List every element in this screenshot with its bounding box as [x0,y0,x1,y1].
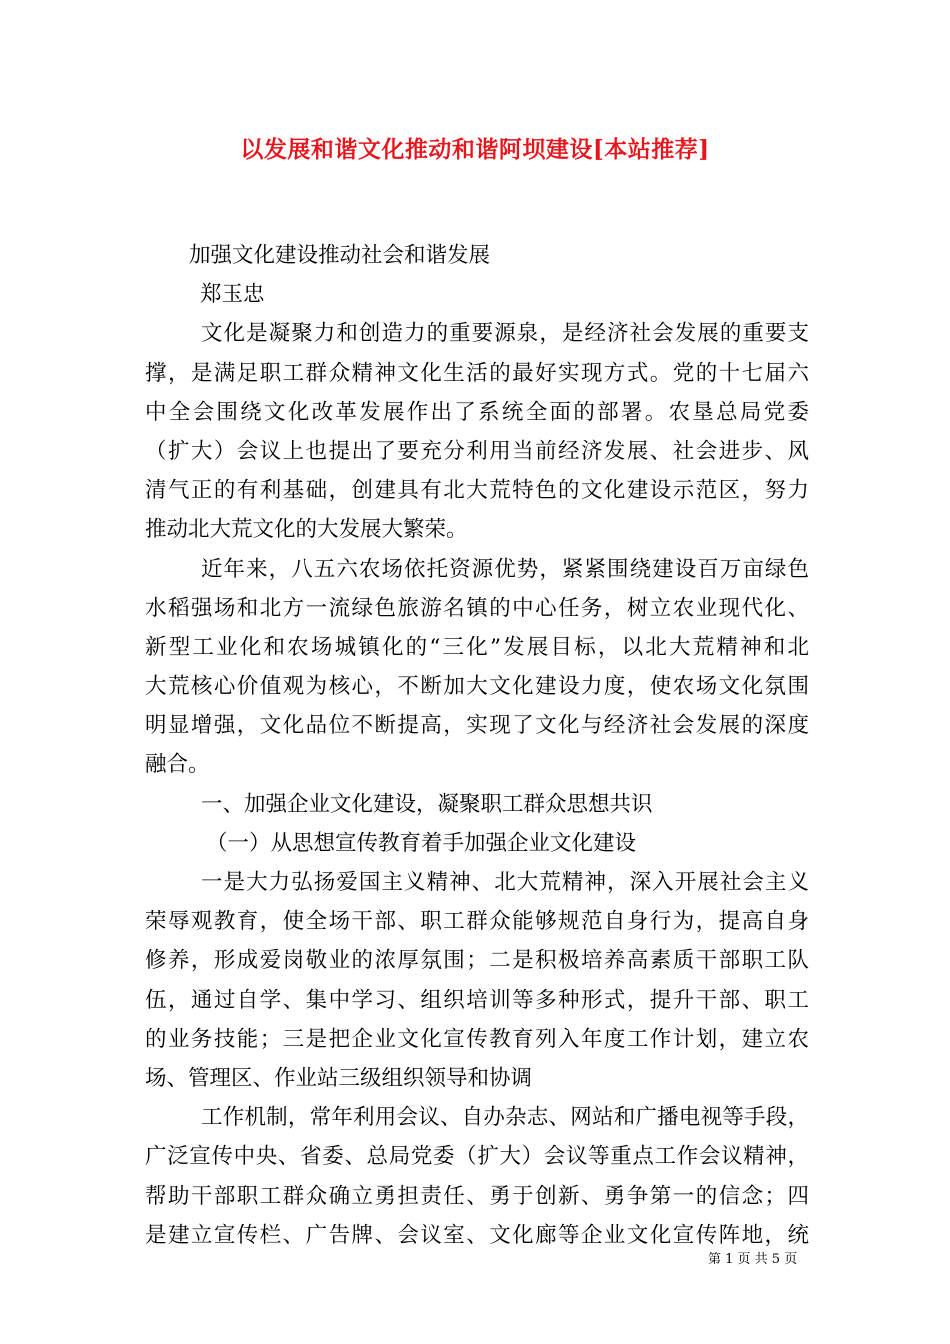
paragraph-line: 一是大力弘扬爱国主义精神、北大荒精神，深入开展社会主义 [201,870,809,895]
subtitle-line: 加强文化建设推动社会和谐发展 [189,243,491,268]
paragraph-line: 融合。 [145,752,210,778]
section-heading: 一、加强企业文化建设，凝聚职工群众思想共识 [201,791,653,817]
paragraph-line: 水稻强场和北方一流绿色旅游名镇的中心任务，树立农业现代化、 [145,595,809,621]
paragraph-line: 伍，通过自学、集中学习、组织培训等多种形式，提升干部、职工 [145,987,809,1013]
paragraph-line: 清气正的有利基础，创建具有北大荒特色的文化建设示范区，努力 [145,478,809,504]
paragraph-line: 大荒核心价值观为核心，不断加大文化建设力度，使农场文化氛围 [145,674,809,700]
paragraph-line: 近年来，八五六农场依托资源优势，紧紧围绕建设百万亩绿色 [201,556,809,582]
subsection-heading: （一）从思想宣传教育着手加强企业文化建设 [206,830,637,856]
paragraph-line: 是建立宣传栏、广告牌、会议室、文化廊等企业文化宣传阵地，统 [145,1222,809,1248]
page-number: 第 1 页 共 5 页 [708,1252,798,1267]
paragraph-line: （扩大）会议上也提出了要充分利用当前经济发展、社会进步、风 [145,438,809,464]
paragraph-line: 修养，形成爱岗敬业的浓厚氛围；二是积极培养高素质干部职工队 [145,948,809,974]
document-body [145,236,809,1255]
paragraph-line: 撑，是满足职工群众精神文化生活的最好实现方式。党的十七届六 [145,360,809,386]
paragraph-line: 中全会围绕文化改革发展作出了系统全面的部署。农垦总局党委 [145,399,809,425]
paragraph-line: 文化是凝聚力和创造力的重要源泉，是经济社会发展的重要支 [201,321,809,347]
author-line: 郑玉忠 [200,282,265,308]
paragraph-line: 推动北大荒文化的大发展大繁荣。 [145,517,468,543]
paragraph-line: 新型工业化和农场城镇化的“三化”发展目标，以北大荒精神和北 [145,634,809,660]
paragraph-line: 帮助干部职工群众确立勇担责任、勇于创新、勇争第一的信念；四 [145,1183,809,1209]
paragraph-line: 场、管理区、作业站三级组织领导和协调 [145,1065,533,1091]
paragraph-line: 广泛宣传中央、省委、总局党委（扩大）会议等重点工作会议精神， [145,1144,809,1170]
paragraph-line: 明显增强，文化品位不断提高，实现了文化与经济社会发展的深度 [145,713,809,739]
document-title: 以发展和谐文化推动和谐阿坝建设[本站推荐] [240,136,710,163]
paragraph-line: 荣辱观教育，使全场干部、职工群众能够规范自身行为，提高自身 [145,909,809,935]
paragraph-line: 工作机制，常年利用会议、自办杂志、网站和广播电视等手段， [201,1105,809,1131]
paragraph-line: 的业务技能；三是把企业文化宣传教育列入年度工作计划，建立农 [145,1026,809,1052]
